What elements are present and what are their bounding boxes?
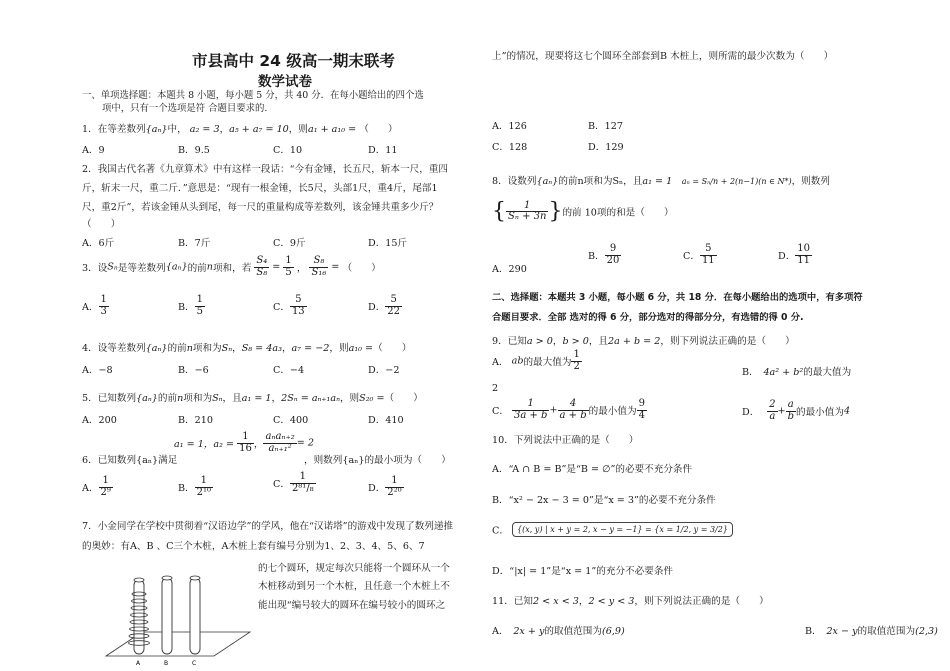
q1-option-a: A．9 — [82, 145, 105, 156]
page-title: 市县高中 24 级高一期末联考 — [192, 52, 395, 70]
q4-option-c: C．−4 — [273, 365, 305, 376]
q2-line3: 尺，重2斤”，若该金锤从头到尾，每一尺的重量构成等差数列，该金锤共重多少斤？ — [82, 202, 439, 213]
q5-option-a: A．200 — [82, 415, 117, 426]
q7-line4: 木桩移动到另一个木桩，且任意一个木桩上不 — [258, 581, 450, 592]
q4-option-d: D．−2 — [368, 365, 400, 376]
q2-option-a: A．6斤 — [82, 238, 115, 249]
q2-option-b: B．7斤 — [178, 238, 211, 249]
q9-option-c: C． $\frac{1}{3a + b}$ + $\frac{4}{a + b}$ 的最小值为 $\frac{9}{4}$ — [492, 398, 645, 421]
section2-line2: 合题目要求．全部 选对的得 6 分，部分选对的得部分分，有选错的得 0 分. — [492, 312, 804, 323]
q7-option-a: A．126 — [492, 121, 527, 132]
q10-option-c: C． {(x, y) | x + y = 2, x − y = −1} = {x = 1/2, y = 3/2} — [492, 522, 733, 537]
question-4: 4．设等差数列{aₙ}的前n项和为Sₙ，S₈ = 4a₃，a₇ = −2，则a₁₀ =（ ） — [82, 343, 412, 354]
q6-suffix: ，则数列{aₙ}的最小项为（ ） — [304, 455, 451, 466]
q3-option-a: A． $\frac{1}{3}$ — [82, 294, 107, 317]
section1-line2: 项中，只有一个选项是符 合题目要求的. — [102, 103, 268, 114]
q1-option-d: D．11 — [368, 145, 398, 156]
q7-option-d: D．129 — [588, 142, 624, 153]
q10-option-b: B．“x² − 2x − 3 = 0”是“x = 3”的必要不充分条件 — [492, 495, 716, 506]
q10-option-d: D．“|x| = 1”是“x = 1”的充分不必要条件 — [492, 566, 674, 577]
q2-line4: （ ） — [82, 219, 121, 230]
section2-line1: 二、选择题：本题共 3 小题，每小题 6 分，共 18 分．在每小题给出的选项中，有多项符 — [492, 292, 863, 303]
q1-option-b: B．9.5 — [178, 145, 210, 156]
q11-option-a: A． 2x + y的取值范围为(6,9) — [492, 626, 625, 637]
q9-option-d: D． $\frac{2}{a}$ + $\frac{a}{b}$ 的最小值为4 — [742, 399, 851, 422]
page-subtitle: 数学试卷 — [258, 74, 312, 90]
question-11: 11．已知2 < x < 3，2 < y < 3，则下列说法正确的是（ ） — [492, 596, 769, 607]
peg-label-c: C — [192, 660, 197, 667]
q3-ratio1-value: $\frac{1}{5}$ — [285, 255, 292, 278]
peg-c — [190, 576, 200, 654]
section1-line1: 一、单项选择题：本题共 8 小题，每小题 5 分，共 40 分．在每小题给出的四个选 — [82, 90, 424, 101]
q8-option-d: D． $\frac{10}{11}$ — [778, 243, 811, 266]
q6-option-b: B． $\frac{1}{\text{2¹⁰}}$ — [178, 475, 212, 498]
q7-option-b: B．127 — [588, 121, 623, 132]
q3-ratio2: $\frac{\text{S₈}}{\text{S₁₆}}$ — [311, 255, 327, 278]
q5-option-c: C．400 — [273, 415, 309, 426]
q4-option-b: B．−6 — [178, 365, 209, 376]
q5-option-b: B．210 — [178, 415, 213, 426]
q8-line2: { $\frac{1}{\text{Sₙ + 3n}}$ }的前 10项的和是（ ） — [492, 199, 674, 224]
q6-option-d: D． $\frac{1}{\text{2²⁰}}$ — [368, 475, 402, 498]
peg-b — [162, 576, 172, 654]
peg-a — [129, 578, 150, 654]
q2-option-c: C．9斤 — [273, 238, 306, 249]
q2-line2: 斤，斩末一尺，重二斤．”意思是：“现有一根金锤，长5尺，头部1尺，重4斤，尾部1 — [82, 183, 438, 194]
hanoi-base — [106, 632, 250, 656]
q9-option-b-value: 2 — [492, 383, 499, 394]
question-5: 5．已知数列{aₙ}的前n项和为Sₙ，且a₁ = 1，2Sₙ = aₙ₊₁aₙ，则S₂₀ =（ ） — [82, 393, 423, 404]
q6-option-a: A． $\frac{1}{\text{2⁹}}$ — [82, 475, 111, 498]
q3-ratio1: $\frac{\text{S₄}}{\text{S₈}}$ — [256, 255, 268, 278]
peg-label-b: B — [164, 660, 169, 667]
q1-option-c: C．10 — [273, 145, 303, 156]
question-8: 8．设数列{aₙ}的前n项和为Sₙ，且a₁ = 1 aₙ = Sₙ/n + 2(n−1)(n ∈ N*)，则数列 — [492, 176, 830, 187]
q8-option-c: C． $\frac{5}{11}$ — [683, 243, 715, 266]
q8-option-a: A．290 — [492, 264, 527, 275]
q8-option-b: B． $\frac{9}{20}$ — [588, 243, 620, 266]
q6-prefix: 6．已知数列{aₙ}满足 — [82, 455, 178, 466]
q9-option-a: A． ab的最大值为 $\frac{1}{2}$ — [492, 349, 580, 372]
q10-head: 10．下列说法中正确的是（ ） — [492, 435, 639, 446]
q7-line1: 7．小金同学在学校中贯彻着“汉语边学”的学风，他在“汉诺塔”的游戏中发现了数列递推 — [82, 521, 454, 532]
q7-option-c: C．128 — [492, 142, 528, 153]
q11-option-b: B． 2x − y的取值范围为(2,3) — [805, 626, 938, 637]
q2-line1: 2．我国古代名著《九章算术》中有这样一段话：“今有金锤，长五尺，斩本一尺，重四 — [82, 164, 448, 175]
hanoi-tower-figure — [90, 568, 254, 668]
q4-option-a: A．−8 — [82, 365, 113, 376]
q10-option-a: A．“A ∩ B = B”是“B = ∅”的必要不充分条件 — [492, 464, 693, 475]
q3-option-d: D． $\frac{5}{22}$ — [368, 294, 401, 317]
question-9: 9．已知a > 0，b > 0，且2a + b = 2，则下列说法正确的是（ ） — [492, 336, 795, 347]
q7-line5: 能出现“编号较大的圆环在编号较小的圆环之 — [258, 600, 446, 611]
q7-continuation: 上”的情况，现要将这七个圆环全部套到B 木桩上，则所需的最少次数为（ ） — [492, 51, 834, 62]
q7-line2: 的奥妙：有A、B 、C三个木桩，A木桩上套有编号分别为1、2、3、4、5、6、7 — [82, 541, 425, 552]
peg-label-a: A — [136, 660, 141, 667]
q3-option-b: B． $\frac{1}{5}$ — [178, 294, 204, 317]
q6-conditions: a₁ = 1，a₂ = $\frac{1}{16}$ ， $\frac{\text{aₙaₙ₊₂}}{\text{aₙ₊₁²}}$ = 2 — [174, 431, 314, 454]
q3-option-c: C． $\frac{5}{13}$ — [273, 294, 305, 317]
q6-option-c: C． $\frac{1}{\text{2⁸¹/₈}}$ — [273, 471, 314, 494]
q5-option-d: D．410 — [368, 415, 404, 426]
q7-line3: 的七个圆环，规定每次只能将一个圆环从一个 — [258, 563, 450, 574]
question-3: 3．设Sₙ是等差数列{aₙ}的前n项和，若 $\frac{\text{S₄}}{\text{S₈}}$ = $\frac{1}{5}$ ， $\frac{\text{S₈}}{\text{S₁₆}}$ = （ ） — [82, 255, 381, 278]
q9-option-b: B． 4a² + b²的最大值为 — [742, 367, 852, 378]
question-1: 1．在等差数列{aₙ}中， a₂ = 3，a₅ + a₇ = 10，则a₁ + a₁₀ = （ ） — [82, 124, 398, 135]
q2-option-d: D．15斤 — [368, 238, 408, 249]
